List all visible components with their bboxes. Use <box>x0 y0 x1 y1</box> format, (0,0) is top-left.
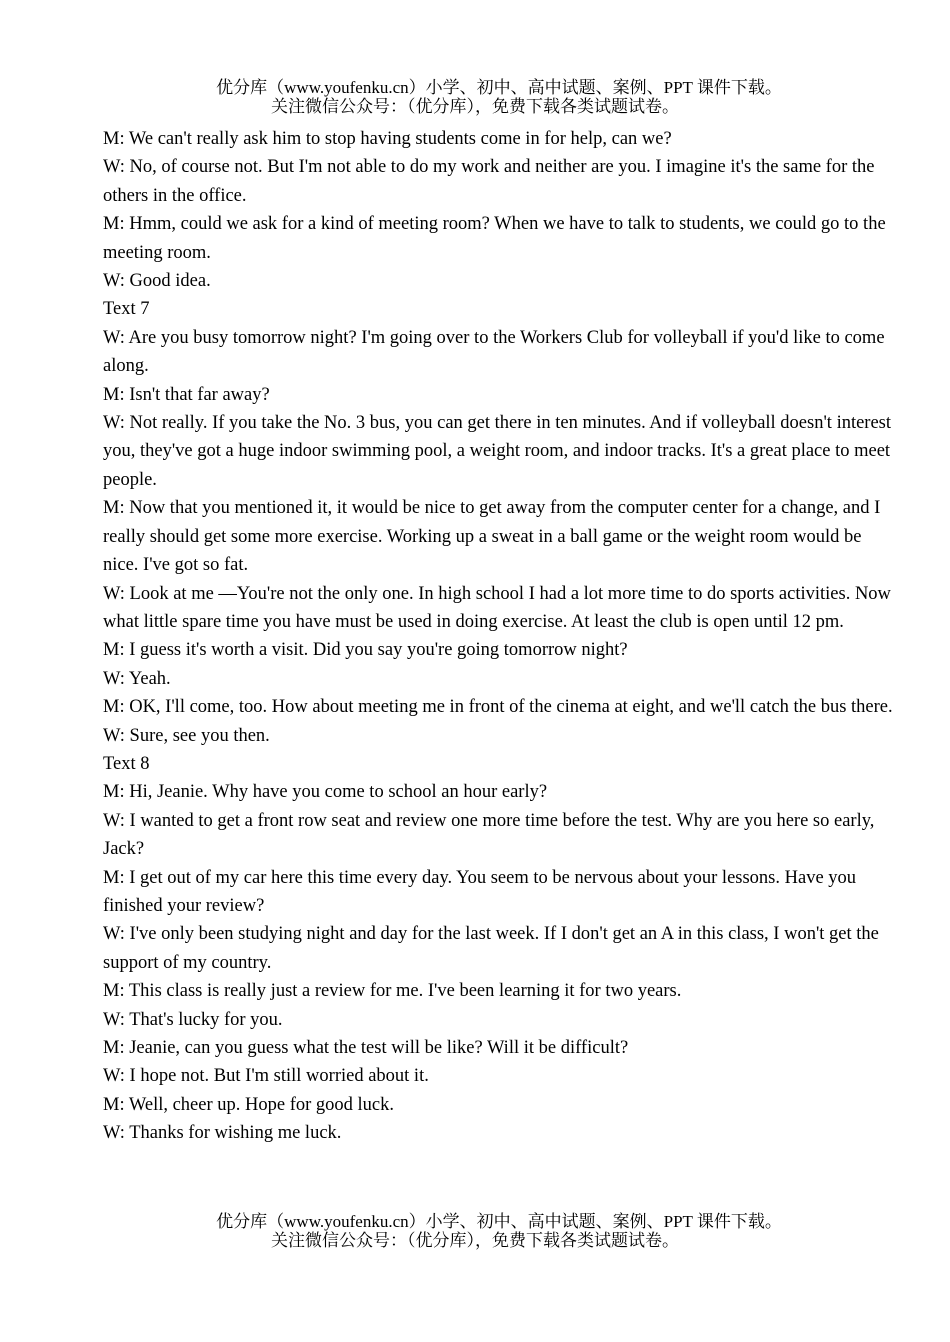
dialogue-line: M: Isn't that far away? <box>103 384 270 405</box>
footer-line-2: 关注微信公众号：（优分库），免费下载各类试题试卷。 <box>271 1231 679 1250</box>
dialogue-line: W: I've only been studying night and day for the last week. If I don't get an A in this class, I won't get the support of my country. <box>103 924 879 973</box>
dialogue-line: W: Sure, see you then. <box>103 725 270 746</box>
dialogue-line: M: Well, cheer up. Hope for good luck. <box>103 1094 395 1115</box>
dialogue-line: W: Not really. If you take the No. 3 bus, you can get there in ten minutes. And if volleyball doesn't interest you, they've got a huge indoor swimming pool, a weight room, and indoor tracks. It's a great place to meet people. <box>103 413 892 490</box>
dialogue-line: W: I wanted to get a front row seat and review one more time before the test. Why are you here so early, Jack? <box>103 810 875 860</box>
dialogue-line: W: Yeah. <box>103 668 171 689</box>
document-body <box>103 125 900 1148</box>
dialogue-line: M: Jeanie, can you guess what the test will be like? Will it be difficult? <box>103 1038 629 1058</box>
dialogue-line: M: Hmm, could we ask for a kind of meeting room? When we have to talk to students, we could go to the meeting room. <box>103 214 886 263</box>
dialogue-line: M: I guess it's worth a visit. Did you say you're going tomorrow night? <box>103 640 628 661</box>
dialogue-line: W: Are you busy tomorrow night? I'm going over to the Workers Club for volleyball if you'd like to come along. <box>103 327 885 377</box>
dialogue-line: W: Thanks for wishing me luck. <box>103 1123 342 1144</box>
page-header <box>0 78 950 116</box>
dialogue-line: W: Good idea. <box>103 271 211 292</box>
section-heading: Text 8 <box>103 753 150 774</box>
header-line-2: 关注微信公众号：（优分库），免费下载各类试题试卷。 <box>271 97 679 116</box>
page-footer <box>0 1212 950 1250</box>
dialogue-line: M: OK, I'll come, too. How about meeting me in front of the cinema at eight, and we'll catch the bus there. <box>103 697 893 718</box>
section-heading: Text 7 <box>103 299 150 320</box>
header-line-1: 优分库（www.youfenku.cn）小学、初中、高中试题、案例、PPT 课件下载。 <box>216 78 782 97</box>
dialogue-line: W: Look at me —You're not the only one. In high school I had a lot more time to do sports activities. Now what little spare time you have must be used in doing exercise. At least the club is open until 12 pm. <box>103 583 891 632</box>
footer-line-1: 优分库（www.youfenku.cn）小学、初中、高中试题、案例、PPT 课件下载。 <box>216 1212 782 1231</box>
dialogue-line: M: We can't really ask him to stop having students come in for help, can we? <box>103 129 672 149</box>
dialogue-line: M: Now that you mentioned it, it would be nice to get away from the computer center for a change, and I really should get some more exercise. Working up a sweat in a ball game or the weight room would be nice. I've got so fat. <box>103 498 881 576</box>
dialogue-line: W: I hope not. But I'm still worried about it. <box>103 1066 429 1087</box>
dialogue-line: W: That's lucky for you. <box>103 1009 283 1030</box>
dialogue-line: M: Hi, Jeanie. Why have you come to school an hour early? <box>103 782 548 803</box>
dialogue-line: M: I get out of my car here this time every day. You seem to be nervous about your lessons. Have you finished your review? <box>103 867 857 916</box>
dialogue-line: M: This class is really just a review for me. I've been learning it for two years. <box>103 981 682 1002</box>
dialogue-line: W: No, of course not. But I'm not able to do my work and neither are you. I imagine it's the same for the others in the office. <box>103 157 875 206</box>
